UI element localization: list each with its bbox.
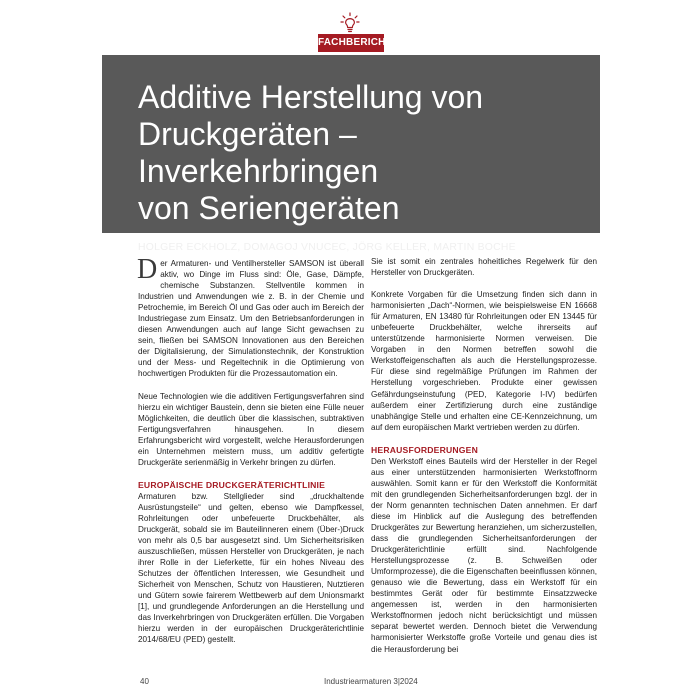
body-paragraph: Den Werkstoff eines Bauteils wird der Hersteller in der Regel aus einer unterstützenden harmonisierten Werkstoffnorm auswählen. Somit kann er für den Werkstoff die Konformität mit den grundlegenden Sicherheitsanforderungen bzgl. der in der Norm genannten technischen Daten annehmen. Er darf diese im Hinblick auf die Auslegung des betreffenden Druckgerätes zur Bewertung heranziehen, um sicherzustellen, dass die grundlegenden Sicherheitsanforderungen der Druckgeräterichtlinie erfüllt sind. Nachfolgende Herstellungsprozesse (z. B. Schweißen oder Umformprozesse), die die Eigenschaften beeinflussen können, genauso wie die Bewertung, dass ein Werkstoff für ein bestimmtes Gerät oder für bestimmte Einsatzzwecke angemessen ist, werden in den harmonisierten Werkstoffnormen jedoch nicht berücksichtigt und müssen separat bewertet werden. Dennoch bietet die Verwendung harmonisierter Werkstoffe große Vorteile und genau dies ist die Herausforderung bei	[371, 456, 597, 654]
body-paragraph: Armaturen bzw. Stellglieder sind „druckhaltende Ausrüstungsteile“ und gelten, ebenso wie Dampfkessel, Rohrleitungen oder unbefeuerte Druckbehälter, als Druckgerät, sobald sie im Bauteilinneren einem (Über-)Druck von mehr als 0,5 bar ausgesetzt sind. Um Sicherheitsrisiken auszuschließen, müssen Hersteller von Druckgeräten, je nach ihrer Rolle in der Lieferkette, für ein hohes Niveau des Schutzes der öffentlichen Interessen, wie Gesundheit und Sicherheit von Menschen, Schutz von Haustieren, Nutztieren und Gütern sowie fairerem Wettbewerb auf dem Unionsmarkt [1], und grundlegende Anforderungen an die Herstellung und das Inverkehrbringen von Druckgeräten erfüllen. Die Vorgaben hierzu werden in der europäischen Druckgeräterichtlinie 2014/68/EU (PED) gestellt.	[138, 491, 364, 645]
section-tag: FACHBERICHT	[318, 34, 384, 52]
page-number: 40	[140, 677, 149, 686]
left-column	[137, 254, 364, 646]
title-line-3: von Seriengeräten	[138, 190, 400, 226]
article-authors: HOLGER ECKHOLZ, DOMAGOJ VNUCEC, JÖRG KELLER, MARTIN BOCHE	[138, 242, 516, 253]
body-paragraph: Konkrete Vorgaben für die Umsetzung finden sich dann in harmonisierten „Dach“-Normen, wie beispielsweise EN 16668 für Armaturen, EN 13480 für Rohrleitungen oder EN 13445 für unbefeuerte Druckbehälter, welche ihrerseits auf unterstützende harmonisierte Normen verweisen. Die Vorgaben in den Normen betreffen sowohl die Werkstoffeigenschaften als auch die Herstellungsprozesse. Für diese sind regelmäßige Prüfungen im Rahmen der Herstellung vorgeschrieben. Produkte einer gewissen Gefährdungseinstufung (PED, Kategorie I-IV) bedürfen außerdem einer Zertifizierung durch eine zuständige unabhängige Stelle und erhalten eine CE-Kennzeichnung, um auf dem europäischen Markt vertrieben werden zu dürfen.	[371, 290, 597, 432]
right-column	[371, 256, 597, 655]
section-heading-druckgeraeterichtlinie: EUROPÄISCHE DRUCKGERÄTERICHTLINIE	[138, 479, 326, 490]
intro-paragraph-text: er Armaturen- und Ventilhersteller SAMSON ist überall aktiv, wo Dinge im Fluss sind: Öle, Gase, Dämpfe, chemische Substanzen. Stellventile kommen in Industrien und Anwendungen wie z. B. in der Chemie und Petrochemie, im Bereich Öl und Gas oder auch im Bereich der Industriegase zum Einsatz. Um den Betriebsanforderungen in diesen Anwendungen auch auf lange Sicht gewachsen zu sein, fließen bei SAMSON Innovationen aus den Bereichen der Digitalisierung, der Simulationstechnik, der Konstruktion und der Mess- und Regeltechnik in die Optimierung von hochwertigen Produkten für die Prozessautomation ein.	[138, 259, 364, 379]
body-paragraph: Neue Technologien wie die additiven Fertigungsverfahren sind hierzu ein wichtiger Baustein, denn sie bieten eine Fülle neuer Möglichkeiten, die deutlich über die klassischen, subtraktiven Fertigungsverfahren hinausgehen. In diesem Erfahrungsbericht wird vorgestellt, welche Herausforderungen ein Unternehmen meistern muss, um additiv gefertigte Druckgeräte serienmäßig in Verkehr bringen zu dürfen.	[138, 391, 364, 467]
title-line-2: Druckgeräten – Inverkehrbringen	[138, 116, 379, 189]
article-title	[138, 79, 600, 227]
title-banner	[102, 55, 600, 253]
section-heading-herausforderungen: HERAUSFORDERUNGEN	[371, 444, 479, 455]
intro-paragraph	[137, 254, 364, 380]
title-line-1: Additive Herstellung von	[138, 79, 484, 115]
journal-name: Industriearmaturen 3|2024	[324, 677, 418, 686]
lightbulb-icon	[340, 12, 360, 34]
body-paragraph: Sie ist somit ein zentrales hoheitliches Regelwerk für den Hersteller von Druckgeräten.	[371, 257, 597, 278]
dropcap-letter: D	[137, 254, 158, 285]
